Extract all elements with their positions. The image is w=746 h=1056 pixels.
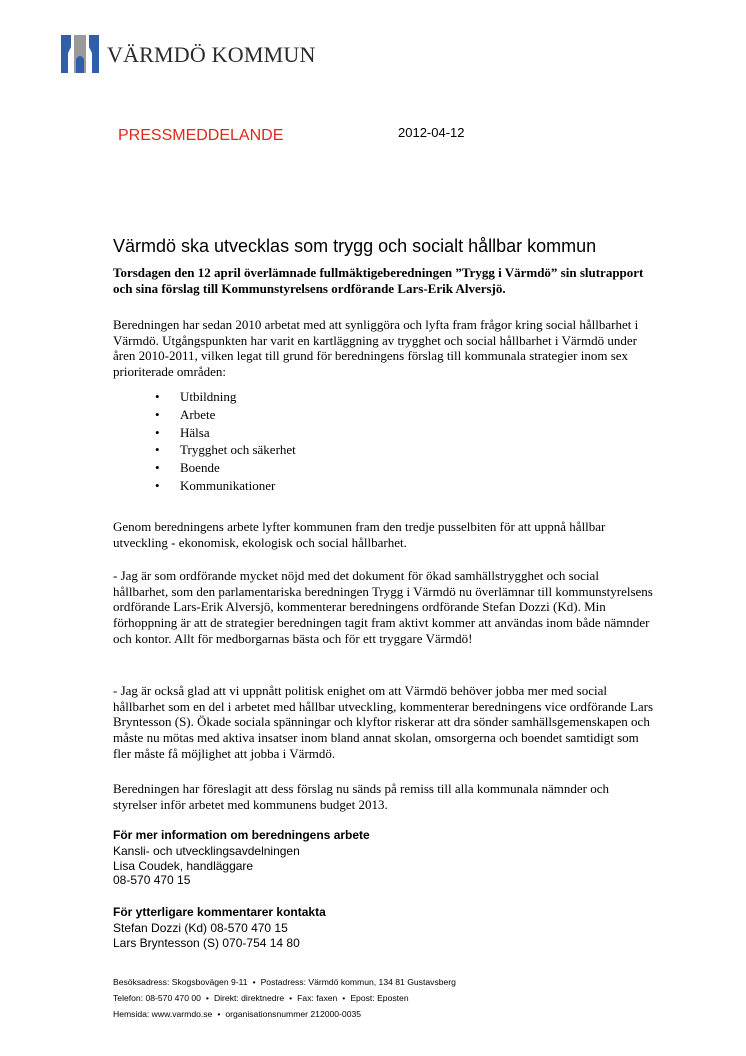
contact-line: Stefan Dozzi (Kd) 08-570 470 15	[113, 920, 288, 935]
list-item	[113, 441, 296, 459]
footer-separator: •	[205, 993, 209, 1003]
footer-email: Epost: Eposten	[350, 993, 409, 1003]
bullet-icon: •	[155, 442, 160, 458]
bullet-icon: •	[155, 406, 160, 422]
paragraph-sustainability: Genom beredningens arbete lyfter kommunen fram den tredje pusselbiten för att uppnå hållbar utveckling - ekonomisk, ekologisk och social hållbarhet.	[113, 519, 606, 550]
priority-areas-list	[113, 388, 296, 495]
footer-org-number: organisationsnummer 212000-0035	[225, 1009, 362, 1019]
bullet-icon: •	[155, 389, 160, 404]
footer-website: Hemsida: www.varmdo.se	[113, 1009, 213, 1019]
logo-left-tower	[61, 35, 71, 73]
footer-line-contact	[113, 990, 456, 1006]
paragraph-background: Beredningen har sedan 2010 arbetat med att synliggöra och lyfta fram frågor kring social hållbarhet i Värmdö. Utgångspunkten har varit en kartläggning av trygghet och social hållbarhet i Värmdö under åren 2010-2011, vilken legat till grund för beredningens förslag till kommunala strategier inom sex prioriterade områden:	[113, 317, 639, 380]
lead-paragraph: Torsdagen den 12 april överlämnade fullmäktigeberedningen ”Trygg i Värmdö” sin slutrapport och sina förslag till Kommunstyrelsens ordförande Lars-Erik Alversjö.	[113, 265, 644, 296]
footer-fax: Fax: faxen	[297, 993, 338, 1003]
headline: Värmdö ska utvecklas som trygg och socialt hållbar kommun	[113, 236, 597, 256]
contact-line: Kansli- och utvecklingsavdelningen	[113, 843, 300, 858]
contact-phone: 08-570 470 15	[113, 873, 191, 888]
footer-line-web	[113, 1006, 456, 1022]
footer-separator: •	[289, 993, 293, 1003]
logo-center-arch	[76, 56, 84, 73]
footer	[113, 974, 456, 1022]
footer-line-address	[113, 974, 456, 990]
footer-separator: •	[217, 1009, 221, 1019]
list-item	[113, 459, 296, 477]
list-item-label: Kommunikationer	[180, 477, 276, 493]
contact-heading: För ytterligare kommentarer kontakta	[113, 905, 326, 919]
document-date: 2012-04-12	[398, 125, 465, 140]
document-type: PRESSMEDDELANDE	[118, 127, 284, 144]
footer-separator: •	[342, 993, 346, 1003]
list-item-label: Arbete	[180, 406, 216, 422]
bullet-icon: •	[155, 424, 160, 440]
footer-separator: •	[252, 977, 256, 987]
list-item-label: Hälsa	[180, 424, 210, 440]
logo-right-tower	[89, 35, 99, 73]
bullet-icon: •	[155, 477, 160, 493]
footer-postal-address: Postadress: Värmdö kommun, 134 81 Gustavsberg	[260, 977, 456, 987]
varmdo-logo-icon	[60, 33, 100, 73]
list-item	[113, 424, 296, 442]
footer-phone: Telefon: 08-570 470 00	[113, 993, 201, 1003]
contact-comments-block	[113, 905, 326, 950]
paragraph-quote-vice-chair: - Jag är också glad att vi uppnått politisk enighet om att Värmdö behöver jobba mer med social hållbarhet som en del i arbetet med hållbar utveckling, kommenterar beredningens vice ordförande Lars Bryntesson (S). Ökade sociala spänningar och klyftor riskerar att dra sönder samhällsgemenskapen och måste nu mötas med aktiva insatser inom bland annat skolan, omsorgerna och boendet samtidigt som fler måste få möjlighet att jobba i Värmdö.	[113, 683, 654, 761]
list-item-label: Trygghet och säkerhet	[180, 442, 296, 458]
organization-name: VÄRMDÖ KOMMUN	[107, 42, 316, 67]
contact-heading: För mer information om beredningens arbete	[113, 828, 370, 842]
contact-line: Lisa Coudek, handläggare	[113, 858, 254, 873]
list-item	[113, 477, 296, 495]
list-item-label: Boende	[180, 460, 220, 476]
paragraph-referral: Beredningen har föreslagit att dess förslag nu sänds på remiss till alla kommunala nämnder och styrelser inför arbetet med kommunens budget 2013.	[113, 781, 610, 812]
contact-line: Lars Bryntesson (S) 070-754 14 80	[113, 935, 300, 950]
contact-info-block	[113, 828, 370, 888]
list-item	[113, 406, 296, 424]
paragraph-quote-chair: - Jag är som ordförande mycket nöjd med det dokument för ökad samhällstrygghet och social hållbarhet, som den parlamentariska beredningen Trygg i Värmdö nu överlämnar till kommunstyrelsens ordförande Lars-Erik Alversjö, kommenterar beredningens ordförande Stefan Dozzi (Kd). Min förhoppning är att de strategier beredningen tagit fram aktivt kommer att användas inom både nämnder och kontor. Allt för medborgarnas bästa och för ett tryggare Värmdö!	[113, 568, 653, 646]
footer-direct: Direkt: direktnedre	[213, 993, 285, 1003]
list-item-label: Utbildning	[180, 389, 237, 404]
bullet-icon: •	[155, 460, 160, 476]
footer-visit-address: Besöksadress: Skogsbovägen 9-11	[113, 977, 248, 987]
list-item	[113, 388, 296, 406]
